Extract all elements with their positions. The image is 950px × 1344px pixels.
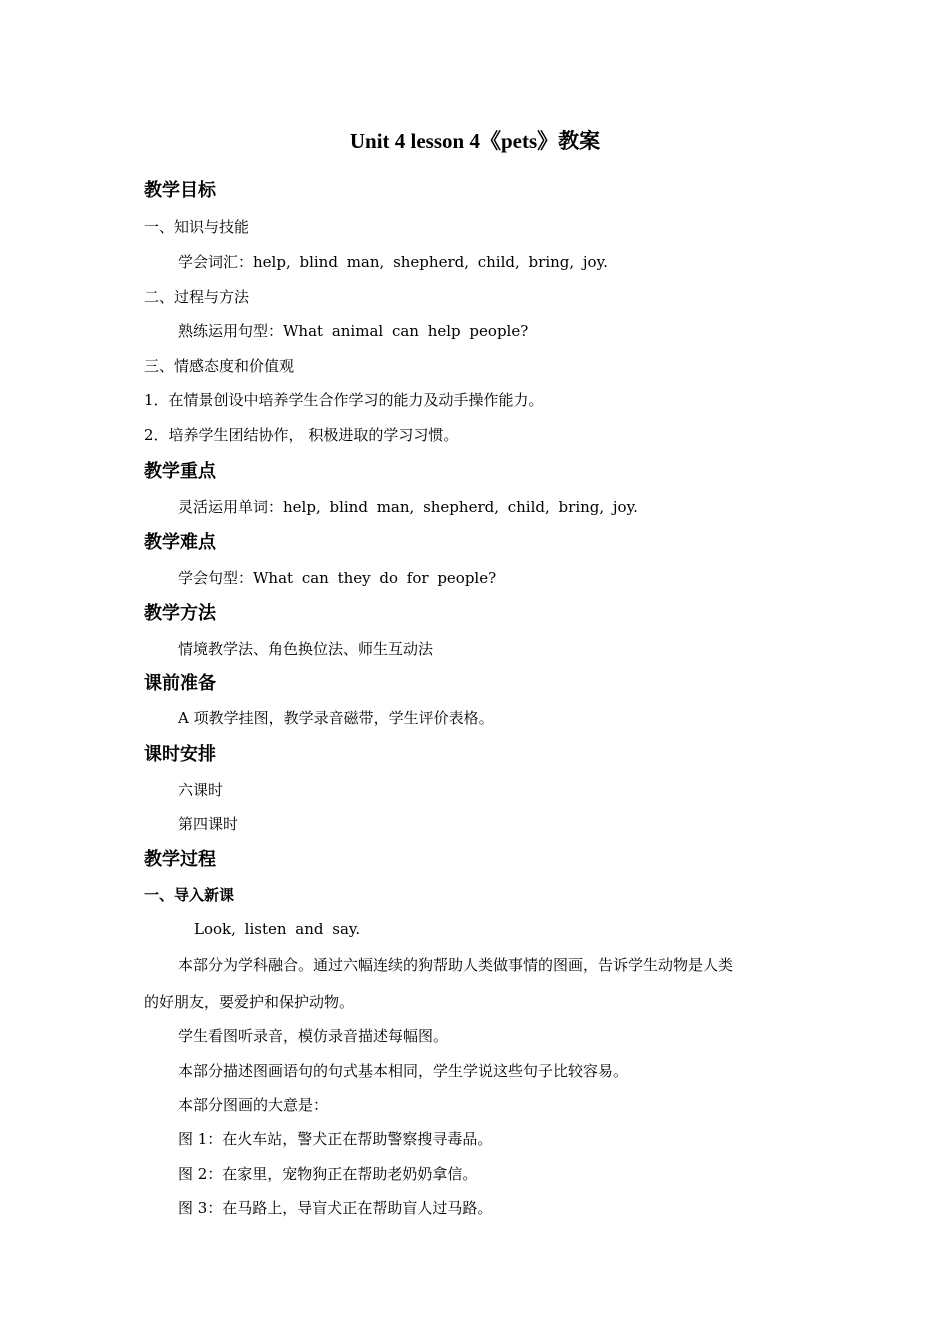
process-step1-heading: 一、导入新课: [144, 886, 235, 904]
objectives-heading: 教学目标: [144, 180, 216, 201]
difficulties-heading: 教学难点: [144, 532, 216, 553]
key-points-heading: 教学重点: [144, 461, 216, 482]
objectives-part3-label: 三、情感态度和价值观: [144, 357, 295, 375]
schedule-line-2: 第四课时: [178, 815, 239, 833]
process-para2: 学生看图听录音，模仿录音描述每幅图。: [178, 1027, 449, 1045]
objectives-item-2: 2．培养学生团结协作， 积极进取的学习习惯。: [144, 426, 459, 444]
objectives-part1-text: 学会词汇：help, blind man, shepherd, child, bring, joy.: [178, 253, 608, 271]
methods-heading: 教学方法: [144, 603, 216, 624]
process-heading: 教学过程: [144, 849, 216, 870]
key-points-text: 灵活运用单词：help, blind man, shepherd, child, bring, joy.: [178, 498, 638, 516]
process-para1-line2: 的好朋友，要爱护和保护动物。: [144, 993, 355, 1011]
process-para4: 本部分图画的大意是：: [178, 1096, 329, 1114]
document-title: Unit 4 lesson 4《pets》教案: [349, 129, 601, 153]
process-look-listen: Look, listen and say.: [194, 920, 361, 938]
objectives-part1-label: 一、知识与技能: [144, 218, 250, 236]
difficulties-text: 学会句型：What can they do for people?: [178, 569, 497, 587]
methods-text: 情境教学法、角色换位法、师生互动法: [178, 640, 434, 658]
process-para1-line1: 本部分为学科融合。通过六幅连续的狗帮助人类做事情的图画，告诉学生动物是人类: [178, 956, 734, 974]
schedule-line-1: 六课时: [178, 781, 224, 799]
process-pic2: 图 2：在家里，宠物狗正在帮助老奶奶拿信。: [178, 1165, 478, 1183]
process-para3: 本部分描述图画语句的句式基本相同，学生学说这些句子比较容易。: [178, 1062, 629, 1080]
schedule-heading: 课时安排: [144, 744, 216, 765]
preparation-heading: 课前准备: [144, 673, 216, 694]
objectives-item-1: 1．在情景创设中培养学生合作学习的能力及动手操作能力。: [144, 391, 544, 409]
objectives-part2-label: 二、过程与方法: [144, 288, 250, 306]
process-pic3: 图 3：在马路上，导盲犬正在帮助盲人过马路。: [178, 1199, 493, 1217]
preparation-text: A 项教学挂图，教学录音磁带，学生评价表格。: [178, 709, 494, 727]
objectives-part2-text: 熟练运用句型：What animal can help people?: [178, 322, 529, 340]
process-pic1: 图 1：在火车站，警犬正在帮助警察搜寻毒品。: [178, 1130, 493, 1148]
